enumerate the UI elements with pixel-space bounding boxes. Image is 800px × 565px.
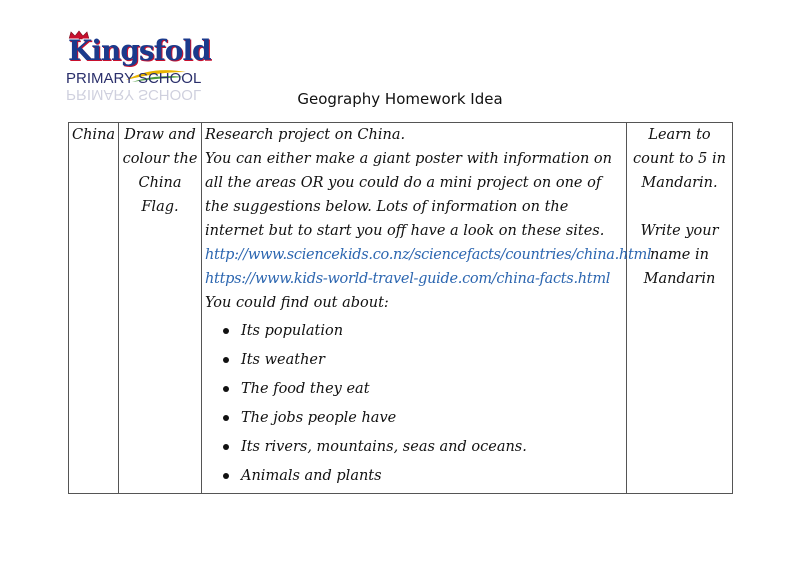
count-task: Learn to count to 5 in Mandarin. bbox=[633, 127, 726, 191]
topic-cell bbox=[69, 123, 119, 494]
page-title: Geography Homework Idea bbox=[297, 90, 503, 108]
spacer bbox=[630, 195, 729, 219]
list-item-text: The food they eat bbox=[241, 381, 370, 397]
list-item-text: Its rivers, mountains, seas and oceans. bbox=[241, 439, 527, 455]
table-row bbox=[69, 123, 733, 494]
find-out-label: You could find out about: bbox=[205, 295, 389, 311]
kids-world-travel-link[interactable]: https://www.kids-world-travel-guide.com/china-facts.html bbox=[205, 271, 611, 287]
suggestions-list bbox=[205, 319, 623, 488]
list-item bbox=[223, 435, 623, 459]
name-task: Write your name in Mandarin bbox=[640, 223, 719, 287]
bullet-icon bbox=[223, 328, 229, 334]
logo-subtitle-reflection: PRIMARY SCHOOL bbox=[66, 86, 202, 103]
list-item-text: The jobs people have bbox=[241, 410, 397, 426]
bullet-icon bbox=[223, 415, 229, 421]
list-item bbox=[223, 319, 623, 343]
list-item bbox=[223, 464, 623, 488]
homework-table bbox=[68, 122, 733, 494]
list-item bbox=[223, 406, 623, 430]
bullet-icon bbox=[223, 473, 229, 479]
mandarin-cell bbox=[627, 123, 733, 494]
project-cell bbox=[202, 123, 652, 494]
list-item bbox=[223, 348, 623, 372]
logo-name: Kingsfold bbox=[68, 34, 211, 67]
list-item bbox=[223, 377, 623, 401]
logo-subtitle: PRIMARY SCHOOL bbox=[66, 70, 202, 87]
bullet-icon bbox=[223, 386, 229, 392]
bullet-icon bbox=[223, 444, 229, 450]
list-item-text: Its weather bbox=[241, 352, 325, 368]
project-heading: Research project on China. bbox=[205, 127, 406, 143]
flag-task-text: Draw and colour the China Flag. bbox=[122, 127, 198, 215]
bullet-icon bbox=[223, 357, 229, 363]
topic-label: China bbox=[72, 127, 116, 143]
list-item-text: Animals and plants bbox=[241, 468, 382, 484]
list-item-text: Its population bbox=[241, 323, 344, 339]
project-intro: You can either make a giant poster with information on all the areas OR you could do a mini project on one of the suggestions below. Lots of information on the internet but to start you off have a look on these sites. bbox=[205, 151, 613, 239]
flag-task-cell bbox=[119, 123, 202, 494]
sciencekids-link[interactable]: http://www.sciencekids.co.nz/sciencefacts/countries/china.html bbox=[205, 247, 652, 263]
